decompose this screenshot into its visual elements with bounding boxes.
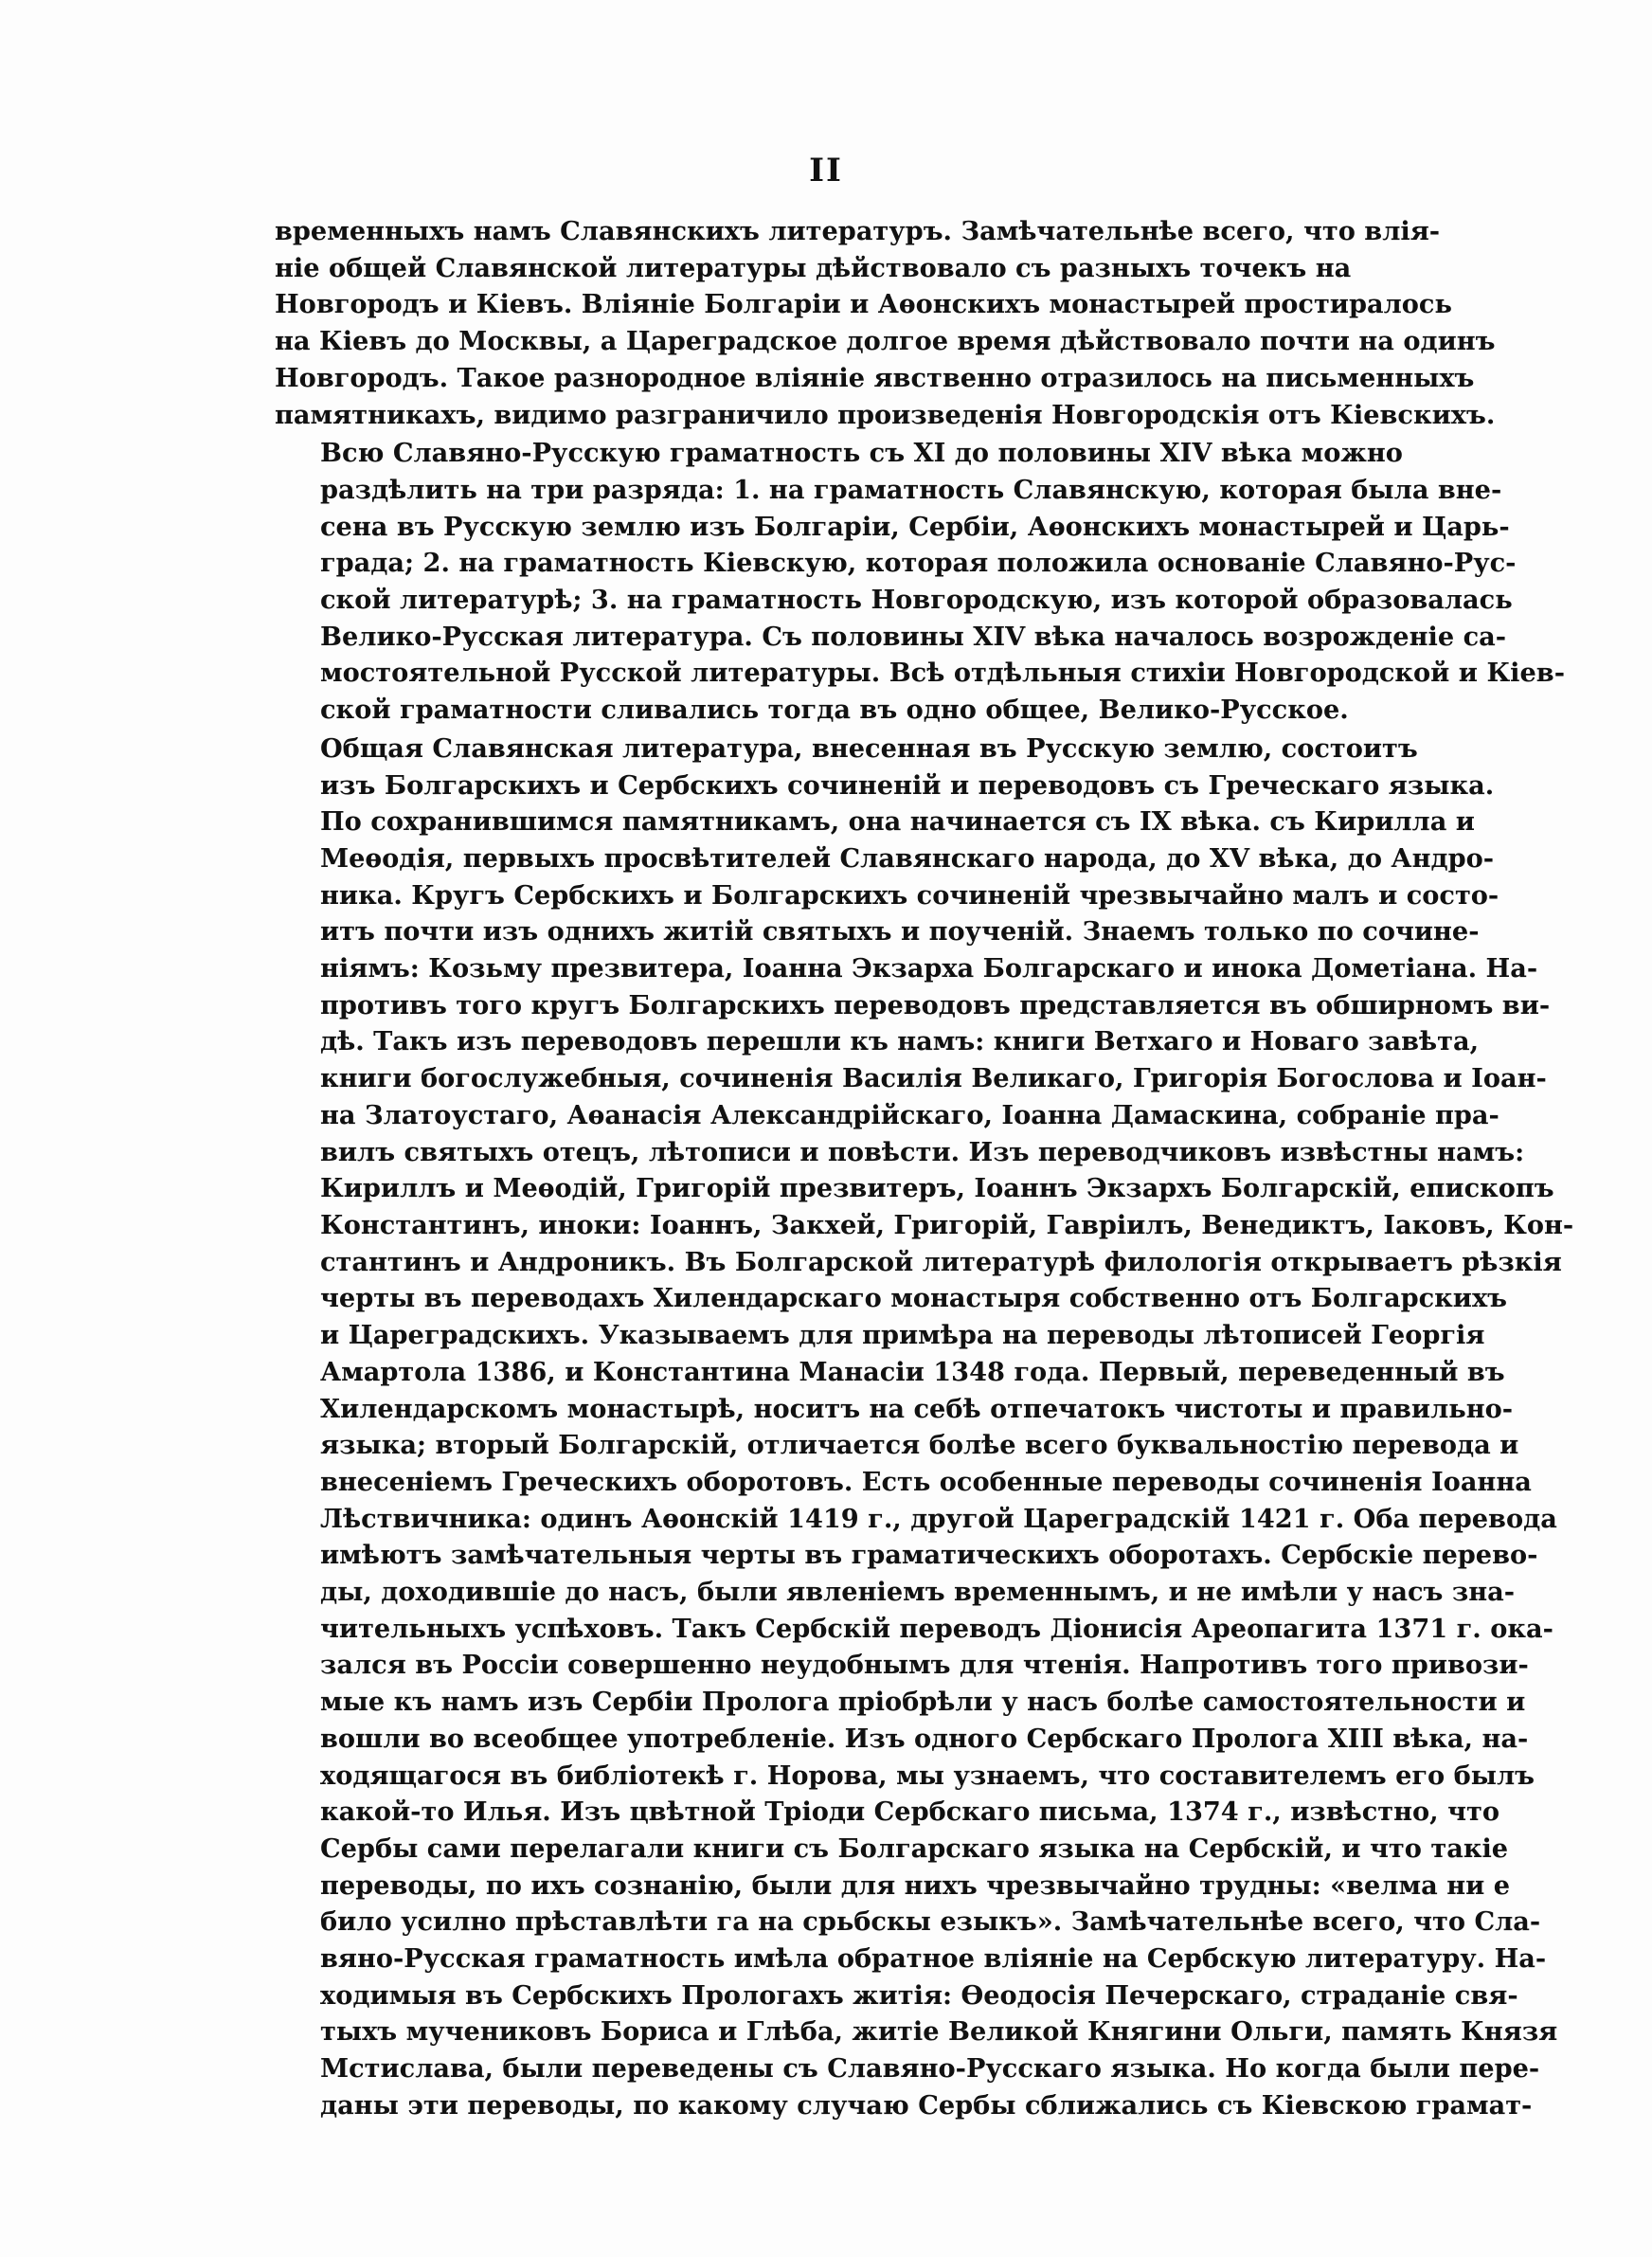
text-line: вилъ святыхъ отецъ, лѣтописи и повѣсти. Изъ переводчиковъ извѣстны намъ: — [320, 1136, 1525, 1167]
text-line: По сохранившимся памятникамъ, она начинается съ IX вѣка. съ Кирилла и — [320, 806, 1475, 838]
text-line: Меѳодія, первыхъ просвѣтителей Славянскаго народа, до XV вѣка, до Андро- — [320, 842, 1495, 874]
text-line: изъ Болгарскихъ и Сербскихъ сочиненій и переводовъ съ Греческаго языка. — [320, 769, 1495, 801]
paragraph — [275, 731, 1574, 2124]
text-line: черты въ переводахъ Хилендарскаго монастыря собственно отъ Болгарскихъ — [320, 1283, 1508, 1314]
text-line: Сербы сами перелагали книги съ Болгарскаго языка на Сербскій, и что такіе — [320, 1833, 1509, 1864]
text-line: зался въ Россіи совершенно неудобнымъ для чтенія. Напротивъ того привози- — [320, 1650, 1529, 1681]
text-line: ды, доходившіе до насъ, были явленіемъ временнымъ, и не имѣли у насъ зна- — [320, 1577, 1516, 1608]
text-line: даны эти переводы, по какому случаю Сербы сближались съ Кіевскою грамат- — [320, 2089, 1533, 2121]
text-line: града; 2. на граматность Кіевскую, которая положила основаніе Славяно-Рус- — [320, 548, 1517, 579]
text-line: Общая Славянская литература, внесенная въ Русскую землю, состоитъ — [320, 732, 1418, 764]
text-line: раздѣлить на три разряда: 1. на граматность Славянскую, которая была вне- — [320, 474, 1502, 505]
text-line: временныхъ намъ Славянскихъ литературъ. Замѣчательнѣе всего, что влія- — [275, 216, 1441, 246]
text-line: чительныхъ успѣховъ. Такъ Сербскій переводъ Діонисія Ареопагита 1371 г. ока- — [320, 1613, 1553, 1644]
text-line: Новгородъ. Такое разнородное вліяніе явственно отразилось на письменныхъ — [275, 362, 1475, 393]
text-line: ской граматности сливались тогда въ одно общее, Велико-Русское. — [320, 695, 1349, 726]
text-line: вошли во всеобщее употребленіе. Изъ одного Сербскаго Пролога XIII вѣка, на- — [320, 1723, 1529, 1754]
text-line: Новгородъ и Кіевъ. Вліяніе Болгаріи и Аѳонскихъ монастырей простиралось — [275, 289, 1452, 320]
text-line: Всю Славяно-Русскую граматность съ XI до половины XIV вѣка можно — [320, 438, 1403, 469]
text-line: било усилно прѣставлѣти га на срьбскы езыкъ». Замѣчательнѣе всего, что Сла- — [320, 1906, 1541, 1938]
text-line: ніе общей Славянской литературы дѣйствовало съ разныхъ точекъ на — [275, 252, 1352, 283]
text-line: и Цареградскихъ. Указываемъ для примѣра на переводы лѣтописей Георгія — [320, 1320, 1485, 1351]
text-line: Лѣствичника: одинъ Аѳонскій 1419 г., другой Цареградскій 1421 г. Оба перевода — [320, 1503, 1557, 1534]
text-line: Велико-Русская литература. Съ половины XIV вѣка началось возрожденіе са- — [320, 621, 1507, 652]
text-line: ской литературѣ; 3. на граматность Новгородскую, изъ которой образовалась — [320, 585, 1513, 616]
page-number: II — [809, 152, 843, 190]
text-line: Кириллъ и Меѳодій, Григорій презвитеръ, Іоаннъ Экзархъ Болгарскій, епископъ — [320, 1173, 1554, 1204]
text-line: книги богослужебныя, сочиненія Василія Великаго, Григорія Богослова и Іоан- — [320, 1063, 1547, 1094]
text-line: ніямъ: Козьму презвитера, Іоанна Экзарха Болгарскаго и инока Дометіана. На- — [320, 953, 1538, 984]
text-line: на Златоустаго, Аѳанасія Александрійскаго, Іоанна Дамаскина, собраніе пра- — [320, 1099, 1499, 1130]
text-line: мостоятельной Русской литературы. Всѣ отдѣльныя стихіи Новгородской и Кіев- — [320, 658, 1565, 689]
paragraph — [275, 213, 1496, 433]
text-line: какой-то Илья. Изъ цвѣтной Тріоди Сербскаго письма, 1374 г., извѣстно, что — [320, 1797, 1499, 1828]
text-line: переводы, по ихъ сознанію, были для нихъ чрезвычайно трудны: «велма ни е — [320, 1869, 1511, 1901]
text-line: итъ почти изъ однихъ житій святыхъ и поученій. Знаемъ только по сочине- — [320, 916, 1480, 948]
text-line: сена въ Русскую землю изъ Болгаріи, Сербіи, Аѳонскихъ монастырей и Царь- — [320, 511, 1510, 542]
body-text — [275, 213, 1574, 2126]
text-line: имѣютъ замѣчательныя черты въ граматическихъ оборотахъ. Сербскіе перево- — [320, 1540, 1538, 1571]
text-line: стантинъ и Андроникъ. Въ Болгарской литературѣ филологія открываетъ рѣзкія — [320, 1246, 1562, 1277]
text-line: ника. Кругъ Сербскихъ и Болгарскихъ сочиненій чрезвычайно малъ и состо- — [320, 879, 1499, 911]
text-line: вяно-Русская граматность имѣла обратное вліяніе на Сербскую литературу. На- — [320, 1943, 1547, 1975]
text-line: тыхъ мучениковъ Бориса и Глѣба, житіе Великой Княгини Ольги, память Князя — [320, 2016, 1558, 2048]
text-line: Хилендарскомъ монастырѣ, носитъ на себѣ отпечатокъ чистоты и правильно- — [320, 1393, 1514, 1424]
text-line: на Кіевъ до Москвы, а Цареградское долгое время дѣйствовало почти на одинъ — [275, 326, 1496, 357]
text-line: дѣ. Такъ изъ переводовъ перешли къ намъ: книги Ветхаго и Новаго завѣта, — [320, 1026, 1480, 1057]
text-line: языка; вторый Болгарскій, отличается болѣе всего буквальностію перевода и — [320, 1430, 1519, 1461]
text-line: Константинъ, иноки: Іоаннъ, Закхей, Григорій, Гавріилъ, Венедиктъ, Іаковъ, Кон- — [320, 1209, 1574, 1240]
text-line: ходимыя въ Сербскихъ Прологахъ житія: Ѳеодосія Печерскаго, страданіе свя- — [320, 1979, 1518, 2011]
text-line: памятникахъ, видимо разграничило произведенія Новгородскія отъ Кіевскихъ. — [275, 399, 1496, 430]
paragraph — [275, 435, 1565, 729]
text-line: мые къ намъ изъ Сербіи Пролога пріобрѣли у насъ болѣе самостоятельности и — [320, 1687, 1526, 1718]
text-line: ходящагося въ библіотекѣ г. Норова, мы узнаемъ, что составителемъ его былъ — [320, 1760, 1535, 1791]
text-line: противъ того кругъ Болгарскихъ переводовъ представляется въ обширномъ ви- — [320, 989, 1551, 1020]
text-line: Амартола 1386, и Константина Манасіи 1348 года. Первый, переведенный въ — [320, 1356, 1505, 1387]
text-line: внесеніемъ Греческихъ оборотовъ. Есть особенные переводы сочиненія Іоанна — [320, 1466, 1532, 1497]
text-line: Мстислава, были переведены съ Славяно-Русскаго языка. Но когда были пере- — [320, 2053, 1540, 2085]
